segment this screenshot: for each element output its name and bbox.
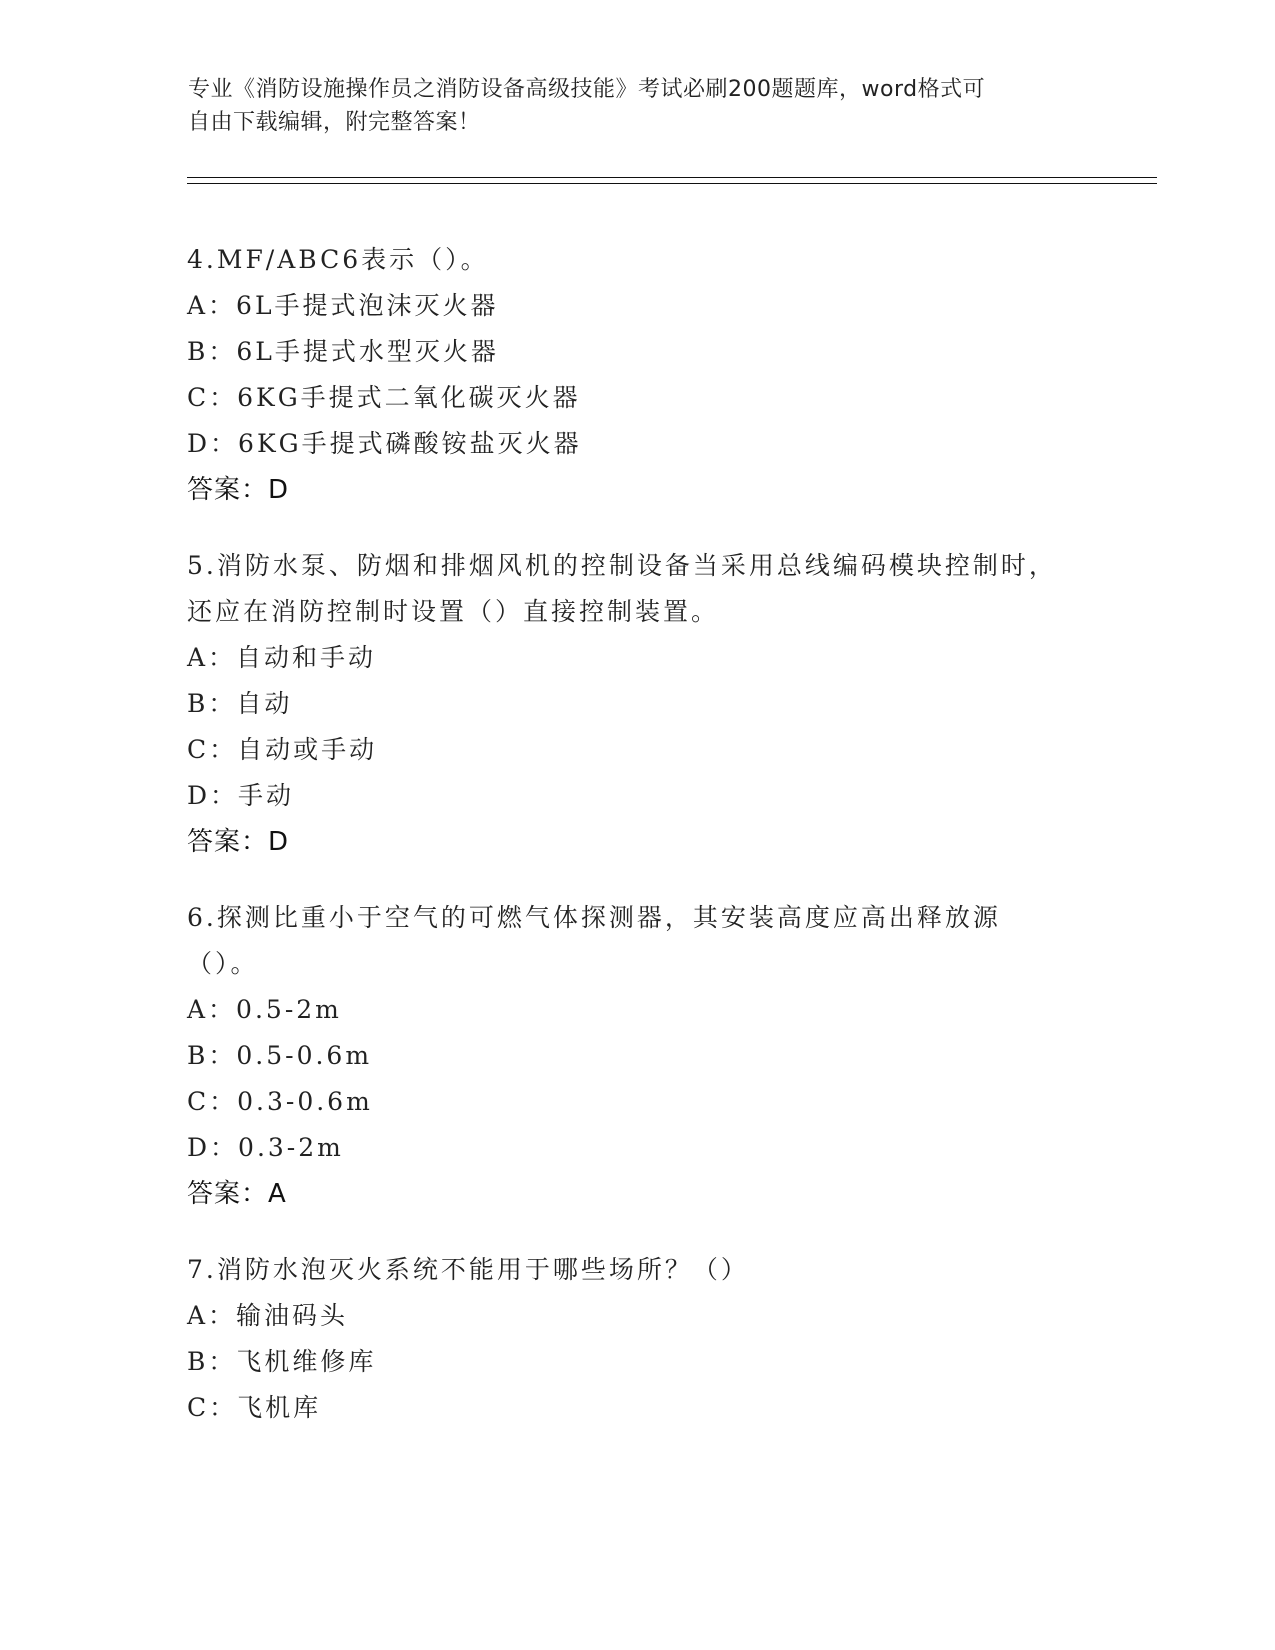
option-b: B：自动 xyxy=(187,689,293,718)
header-line-1: 专业《消防设施操作员之消防设备高级技能》考试必刷200题题库，word格式可 xyxy=(188,77,986,102)
question-list xyxy=(187,237,1067,1461)
option-a: A：0.5-2m xyxy=(187,995,342,1024)
question-4 xyxy=(187,237,1067,513)
header-divider-top xyxy=(187,177,1157,178)
question-stem: 6.探测比重小于空气的可燃气体探测器，其安装高度应高出释放源（）。 xyxy=(187,903,1001,978)
question-7 xyxy=(187,1247,1067,1431)
option-c: C：0.3-0.6m xyxy=(187,1087,373,1116)
question-5 xyxy=(187,543,1067,865)
document-header xyxy=(188,73,1068,139)
option-d: D：0.3-2m xyxy=(187,1133,344,1162)
option-a: A：自动和手动 xyxy=(187,643,377,672)
question-stem: 7.消防水泡灭火系统不能用于哪些场所？（） xyxy=(187,1255,749,1284)
header-line-2: 自由下载编辑，附完整答案！ xyxy=(188,110,481,135)
option-a: A：输油码头 xyxy=(187,1301,349,1330)
question-stem: 5.消防水泵、防烟和排烟风机的控制设备当采用总线编码模块控制时，还应在消防控制时设置（）直接控制装置。 xyxy=(187,551,1057,626)
option-d: D：6KG手提式磷酸铵盐灭火器 xyxy=(187,429,582,458)
answer-label: 答案：D xyxy=(187,475,290,505)
header-divider-bottom xyxy=(187,183,1157,184)
answer-label: 答案：A xyxy=(187,1179,287,1209)
option-c: C：飞机库 xyxy=(187,1393,322,1422)
question-6 xyxy=(187,895,1067,1217)
option-b: B：6L手提式水型灭火器 xyxy=(187,337,499,366)
question-stem: 4.MF/ABC6表示（）。 xyxy=(187,245,489,274)
option-a: A：6L手提式泡沫灭火器 xyxy=(187,291,499,320)
answer-label: 答案：D xyxy=(187,827,290,857)
option-c: C：自动或手动 xyxy=(187,735,378,764)
option-b: B：飞机维修库 xyxy=(187,1347,377,1376)
option-b: B：0.5-0.6m xyxy=(187,1041,373,1070)
option-c: C：6KG手提式二氧化碳灭火器 xyxy=(187,383,581,412)
option-d: D：手动 xyxy=(187,781,295,810)
